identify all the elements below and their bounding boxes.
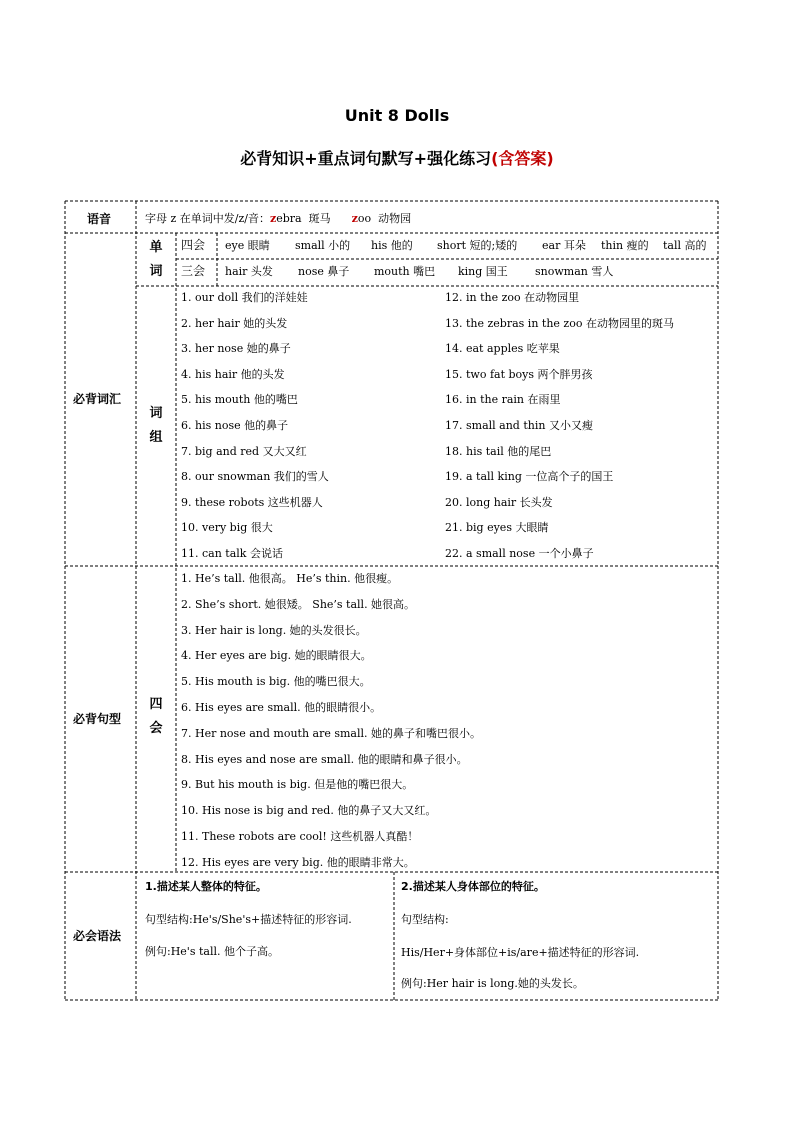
sentence-item: 12. His eyes are very big. 他的眼睛非常大。 <box>181 855 415 869</box>
page-subtitle <box>0 146 794 169</box>
phrase-item: 5. his mouth 他的嘴巴 <box>181 393 298 407</box>
grammar-right-pattern: His/Her+身体部位+is/are+描述特征的形容词. <box>401 946 640 959</box>
four-skills-word: his 他的 <box>371 239 413 252</box>
phrase-item: 18. his tail 他的尾巴 <box>445 444 552 458</box>
sentences-section-label: 必背句型 <box>73 712 122 726</box>
sentence-item: 8. His eyes and nose are small. 他的眼睛和鼻子很小。 <box>181 752 468 766</box>
sentence-item: 3. Her hair is long. 她的头发很长。 <box>181 623 367 637</box>
phrase-item: 19. a tall king 一位高个子的国王 <box>445 470 614 484</box>
three-skills-word: king 国王 <box>458 265 508 278</box>
three-skills-word: nose 鼻子 <box>298 265 350 278</box>
vocab-section-label: 必背词汇 <box>73 392 122 406</box>
words-label: 单词 <box>149 240 163 279</box>
four-skills-word: ear 耳朵 <box>542 239 586 252</box>
phrase-item: 3. her nose 她的鼻子 <box>181 342 291 356</box>
grammar-left-example: 例句:He's tall. 他个子高。 <box>145 945 279 958</box>
phonics-prefix: 字母 z 在单词中发/z/音： <box>145 212 270 225</box>
sentence-item: 4. Her eyes are big. 她的眼睛很大。 <box>181 649 372 663</box>
grammar-section-label: 必会语法 <box>73 929 122 943</box>
four-skills-word: tall 高的 <box>663 239 707 252</box>
phrase-item: 21. big eyes 大眼睛 <box>445 521 549 535</box>
four-skills-word: eye 眼睛 <box>225 239 270 252</box>
three-skills-label: 三会 <box>181 264 206 278</box>
phonics-word-zoo-cn: 动物园 <box>378 212 412 225</box>
sentence-item: 7. Her nose and mouth are small. 她的鼻子和嘴巴很小。 <box>181 726 482 740</box>
grammar-right-example: 例句:Her hair is long.她的头发长。 <box>401 977 584 990</box>
sentences-skill-label: 四会 <box>149 697 163 736</box>
sentence-item: 5. His mouth is big. 他的嘴巴很大。 <box>181 675 371 689</box>
phrase-item: 15. two fat boys 两个胖男孩 <box>445 367 593 381</box>
phrase-item: 17. small and thin 又小又瘦 <box>445 419 593 432</box>
sentence-item: 10. His nose is big and red. 他的鼻子又大又红。 <box>181 804 437 818</box>
subtitle-main: 必背知识+重点词句默写+强化练习 <box>240 149 492 168</box>
sentence-item: 1. He’s tall. 他很高。 He’s thin. 他很瘦。 <box>181 572 399 585</box>
sentence-item: 11. These robots are cool! 这些机器人真酷！ <box>181 830 419 843</box>
phrase-item: 2. her hair 她的头发 <box>181 316 288 330</box>
phonics-label: 语音 <box>87 212 112 226</box>
phrase-item: 20. long hair 长头发 <box>445 495 553 509</box>
four-skills-label: 四会 <box>181 238 206 252</box>
phonics-rule <box>145 212 411 226</box>
phrase-item: 4. his hair 他的头发 <box>181 367 285 381</box>
phrase-item: 13. the zebras in the zoo 在动物园里的斑马 <box>445 316 674 330</box>
three-skills-word: snowman 雪人 <box>535 265 614 278</box>
phonics-word-zebra-rest: ebra <box>276 212 302 225</box>
grammar-right-pattern-label: 句型结构: <box>401 913 449 926</box>
phrase-item: 14. eat apples 吃苹果 <box>445 342 560 356</box>
phrase-item: 10. very big 很大 <box>181 521 273 535</box>
phrase-item: 16. in the rain 在雨里 <box>445 393 561 407</box>
sentence-item: 2. She’s short. 她很矮。 She’s tall. 她很高。 <box>181 597 416 611</box>
grammar-left-pattern: 句型结构:He's/She's+描述特征的形容词. <box>145 913 352 926</box>
phrase-item: 6. his nose 他的鼻子 <box>181 419 289 432</box>
page-title: Unit 8 Dolls <box>344 106 450 125</box>
four-skills-word: thin 瘦的 <box>601 239 649 252</box>
phrase-item: 22. a small nose 一个小鼻子 <box>445 547 594 560</box>
four-skills-word: short 短的;矮的 <box>437 239 518 252</box>
subtitle-answer-note: (含答案) <box>491 149 554 168</box>
four-skills-word: small 小的 <box>295 239 351 252</box>
phrase-item: 9. these robots 这些机器人 <box>181 495 323 509</box>
phrase-item: 12. in the zoo 在动物园里 <box>445 291 580 304</box>
phrase-item: 1. our doll 我们的洋娃娃 <box>181 291 308 304</box>
phrase-item: 8. our snowman 我们的雪人 <box>181 470 329 484</box>
three-skills-word: mouth 嘴巴 <box>374 265 436 278</box>
phonics-highlight-z: z <box>270 212 277 225</box>
grammar-right-heading: 2.描述某人身体部位的特征。 <box>401 880 545 893</box>
phonics-word-zoo-rest: oo <box>357 212 372 225</box>
phrases-label: 词组 <box>149 406 163 445</box>
phrase-item: 7. big and red 又大又红 <box>181 444 307 458</box>
phrase-item: 11. can talk 会说话 <box>181 547 283 560</box>
sentence-item: 6. His eyes are small. 他的眼睛很小。 <box>181 701 382 714</box>
phonics-word-zebra-cn: 斑马 <box>308 212 331 225</box>
sentence-item: 9. But his mouth is big. 但是他的嘴巴很大。 <box>181 778 414 792</box>
three-skills-word: hair 头发 <box>225 265 273 278</box>
grammar-left-heading: 1.描述某人整体的特征。 <box>145 880 267 893</box>
phonics-highlight-z: z <box>351 212 358 225</box>
